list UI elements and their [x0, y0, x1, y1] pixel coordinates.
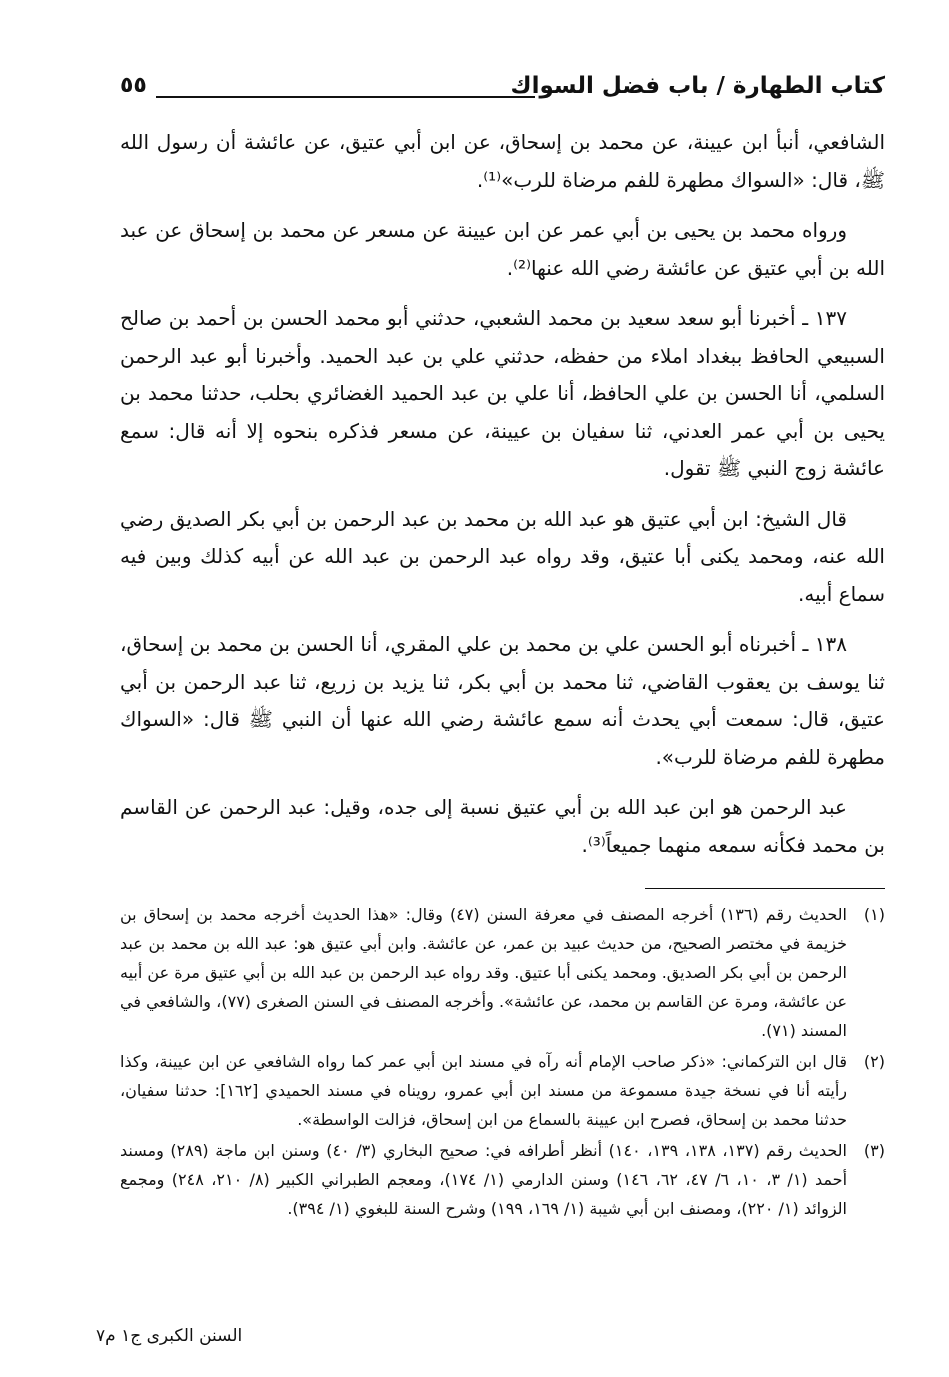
- footnote: [120, 900, 885, 1045]
- footnote: [120, 1047, 885, 1134]
- footnote-number: (٢): [863, 1052, 885, 1071]
- paragraph: قال الشيخ: ابن أبي عتيق هو عبد الله بن محمد بن عبد الرحمن بن أبي بكر الصديق رضي الله عنه، ومحمد يكنى أبا عتيق، وقد رواه عبد الرحمن بن عبد الله عن أبيه كذلك وبين فيه سماع أبيه.: [120, 506, 885, 606]
- hadith-paragraph: ١٣٨ ـ أخبرناه أبو الحسن علي بن محمد بن علي المقري، أنا الحسن بن محمد بن إسحاق، ثنا يوسف بن يعقوب القاضي، ثنا محمد بن أبي بكر، ثنا يزيد بن زريع، ثنا عبد الرحمن بن أبي عتيق، قال: سمعت أبي يحدث أنه سمع عائشة رضي الله عنها أن النبي ﷺ قال: «السواك مطهرة للفم مرضاة للرب».: [120, 632, 885, 769]
- paragraph: ورواه محمد بن يحيى بن أبي عمر عن ابن عيينة عن مسعر عن محمد بن إسحاق عن عبد الله بن أبي عتيق عن عائشة رضي الله عنها⁽²⁾.: [120, 218, 885, 280]
- chapter-title: كتاب الطهارة / باب فضل السواك: [510, 73, 885, 99]
- sheet-signature: السنن الكبرى ج١ م٧: [96, 1326, 243, 1346]
- footnote-text: الحديث رقم (١٣٧، ١٣٨، ١٣٩، ١٤٠) أنظر أطرافه في: صحيح البخاري (٣/ ٤٠) وسنن ابن ماجة (٢٨٩) ومسند أحمد (١/ ٣، ١٠، ٦/ ٤٧، ٦٢، ١٤٦) وسنن الدارمي (١/ ١٧٤)، ومعجم الطبراني الكبير (٨/ ٢١٠، ٢٤٨) ومجمع الزوائد (١/ ٢٢٠)، ومصنف ابن أبي شيبة (١/ ١٦٩، ١٩٩) وشرح السنة للبغوي (١/ ٣٩٤).: [120, 1141, 848, 1218]
- paragraph: الشافعي، أنبأ ابن عيينة، عن محمد بن إسحاق، عن ابن أبي عتيق، عن عائشة أن رسول الله ﷺ، قال: «السواك مطهرة للفم مرضاة للرب»⁽¹⁾.: [120, 130, 885, 192]
- footnote: [120, 1136, 885, 1223]
- header-rule: [156, 96, 535, 98]
- page-number: ٥٥: [120, 73, 147, 98]
- footnote-separator: [645, 888, 885, 889]
- footnote-text: قال ابن التركماني: «ذكر صاحب الإمام أنه رآه في مسند ابن أبي عمر كما رواه الشافعي عن ابن عيينة، وكذا رأيته أنا في نسخة جيدة مسموعة من مسند ابن أبي عمرو، رويناه في مسند الحميدي [١٦٢]: حدثنا سفيان، حدثنا محمد بن إسحاق، فصرح ابن عيينة بالسماع من ابن إسحاق، فزالت الواسطة».: [120, 1052, 848, 1129]
- footnotes: [120, 900, 885, 1225]
- page-header: [120, 68, 885, 108]
- footnote-text: الحديث رقم (١٣٦) أخرجه المصنف في معرفة السنن (٤٧) وقال: «هذا الحديث أخرجه محمد بن إسحاق بن خزيمة في مختصر الصحيح، من حديث عبيد بن عمر، عن عائشة. وابن أبي عتيق هو: عبد الله بن محمد بن عبد الرحمن بن أبي بكر الصديق. ومحمد يكنى أبا عتيق. وقد رواه عبد الرحمن بن عبد الله بن أبي عتيق مرة عن أبيه عن عائشة، ومرة عن القاسم بن محمد، عن عائشة». وأخرجه المصنف في السنن الصغرى (٧٧)، والشافعي في المسند (٧١).: [120, 905, 848, 1040]
- hadith-paragraph: ١٣٧ ـ أخبرنا أبو سعد سعيد بن محمد الشعبي، حدثني أبو محمد الحسن بن أحمد بن صالح السبيعي الحافظ ببغداد املاء من حفظه، حدثني علي بن عبد الحميد. وأخبرنا أبو عبد الرحمن السلمي، أنا الحسن بن علي الحافظ، أنا علي بن عبد الحميد الغضائري بحلب، حدثنا محمد بن يحيى بن أبي عمر العدني، ثنا سفيان بن عيينة، عن مسعر فذكره بنحوه إلا أنه قال: سمع عائشة زوج النبي ﷺ تقول.: [120, 306, 885, 480]
- footnote-number: (٣): [863, 1141, 886, 1160]
- paragraph: عبد الرحمن هو ابن عبد الله بن أبي عتيق نسبة إلى جده، وقيل: عبد الرحمن عن القاسم بن محمد فكأنه سمعه منهما جميعاً⁽³⁾.: [120, 795, 885, 857]
- main-text: [120, 124, 885, 877]
- footnote-number: (١): [863, 905, 886, 924]
